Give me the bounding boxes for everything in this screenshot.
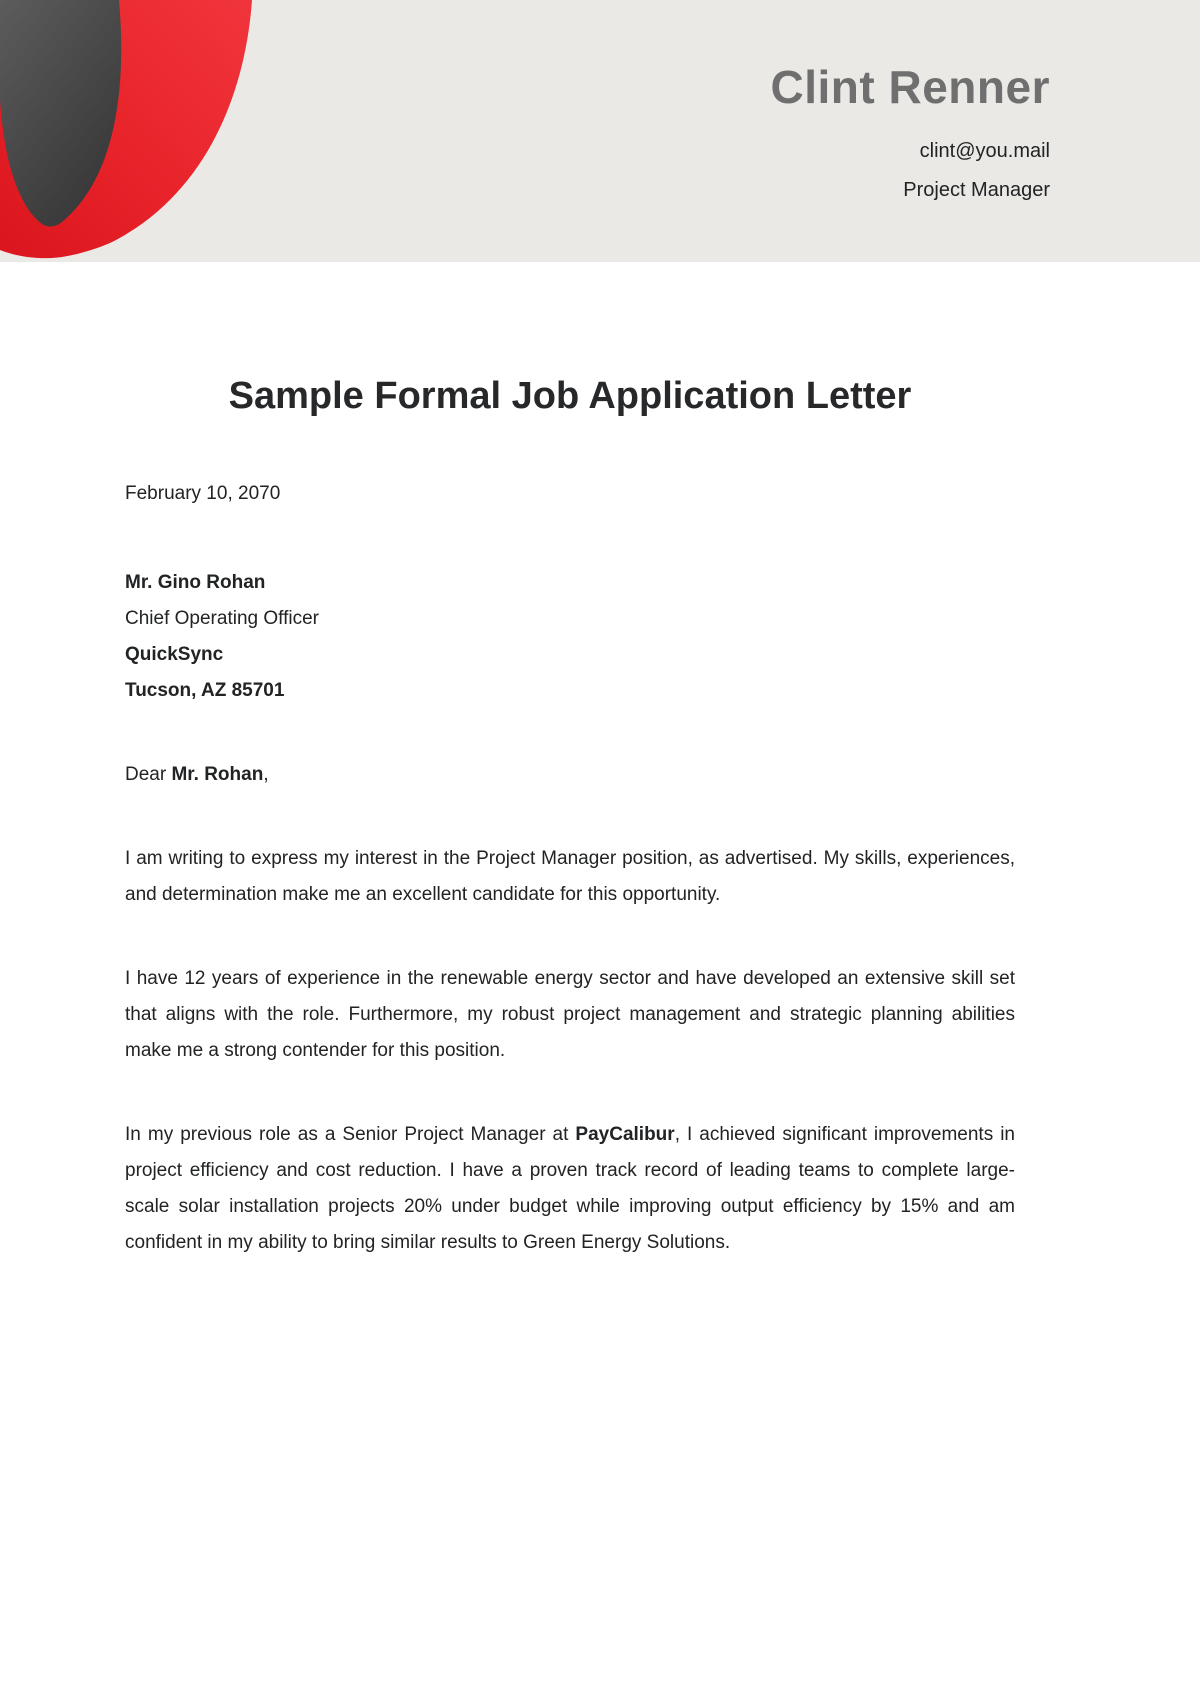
- recipient-block: [125, 565, 1015, 709]
- letter-title: Sample Formal Job Application Letter: [228, 375, 912, 417]
- salutation-suffix: ,: [263, 764, 269, 785]
- paragraph-achievements: [125, 1117, 1015, 1261]
- corner-decoration: [0, 0, 280, 262]
- salutation-name: Mr. Rohan: [171, 764, 264, 785]
- recipient-location: Tucson, AZ 85701: [125, 680, 285, 701]
- paragraph-achievements-post: , I achieved significant improvements in project efficiency and cost reduction. I have a proven track record of leading teams to complete large-scale solar installation projects 20% under budget while improving output efficiency by 15% and am confident in my ability to bring similar results to Green Energy Solutions.: [125, 1124, 1016, 1253]
- paragraph-intro: I am writing to express my interest in the Project Manager position, as advertised. My skills, experiences, and determination make me an excellent candidate for this opportunity.: [125, 848, 1015, 905]
- paragraph-achievements-company: PayCalibur: [575, 1124, 675, 1145]
- letter-body: [0, 374, 1200, 1261]
- recipient-company: QuickSync: [125, 644, 224, 665]
- letterhead: [0, 0, 1200, 262]
- paragraph-achievements-pre: In my previous role as a Senior Project Manager at: [125, 1124, 576, 1145]
- salutation: [125, 757, 1015, 793]
- recipient-name: Mr. Gino Rohan: [125, 572, 266, 593]
- profile-role: Project Manager: [903, 179, 1050, 201]
- salutation-prefix: Dear: [125, 764, 172, 785]
- paragraph-experience: I have 12 years of experience in the renewable energy sector and have developed an extensive skill set that aligns with the role. Furthermore, my robust project management and strategic planning abilities make me a strong contender for this position.: [125, 968, 1015, 1061]
- letter-date: February 10, 2070: [125, 483, 281, 504]
- profile-name: Clint Renner: [770, 61, 1050, 113]
- profile-block: [771, 0, 1050, 201]
- profile-email: clint@you.mail: [919, 140, 1050, 162]
- recipient-title: Chief Operating Officer: [125, 608, 319, 629]
